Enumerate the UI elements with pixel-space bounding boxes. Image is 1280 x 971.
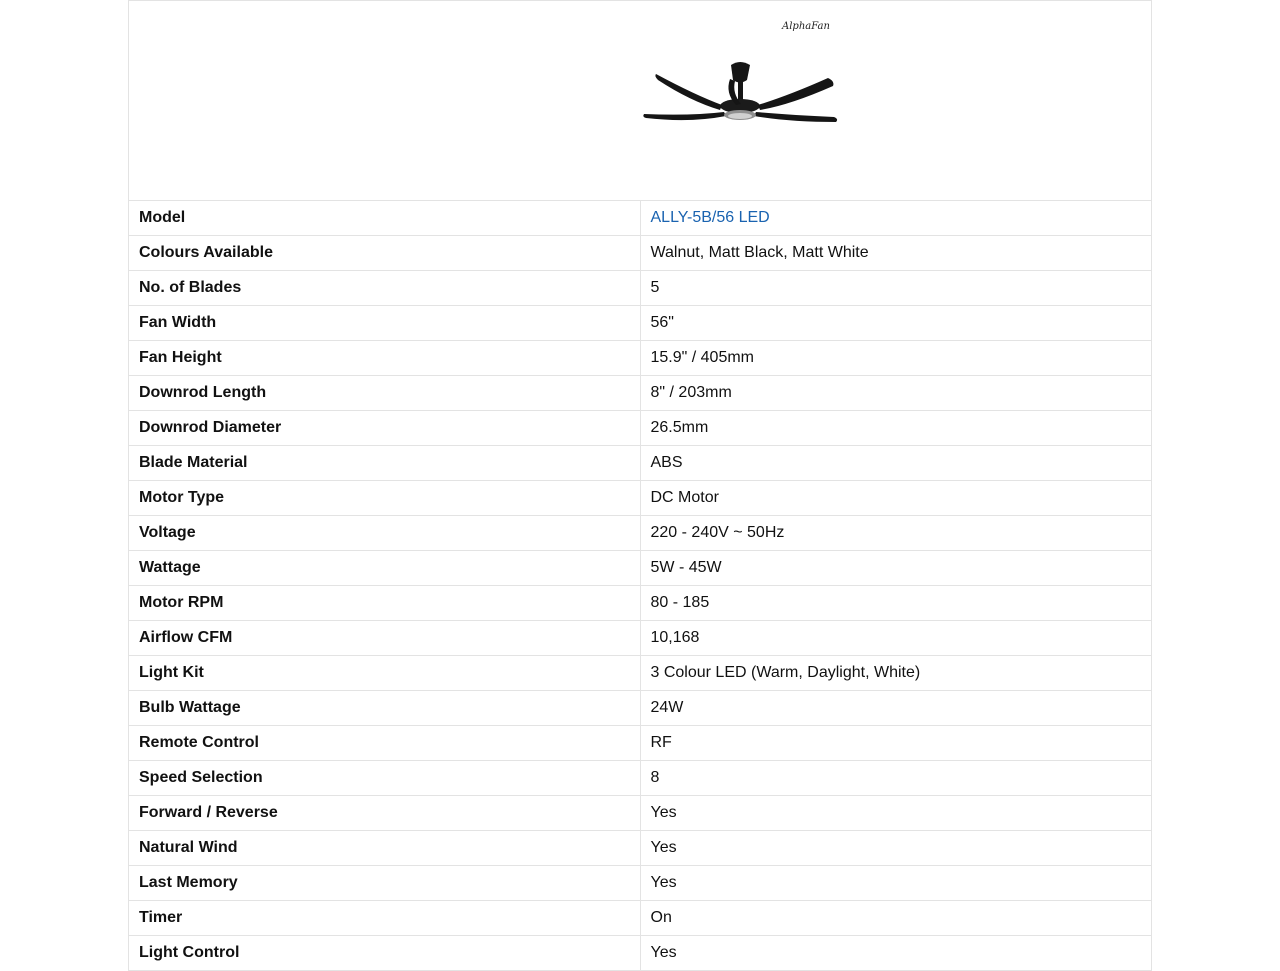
spec-row [129,481,1152,516]
spec-label: Light Kit [129,656,641,691]
spec-label: Fan Height [129,341,641,376]
spec-row [129,901,1152,936]
spec-value: RF [640,726,1152,761]
spec-label: Voltage [129,516,641,551]
spec-label: Colours Available [129,236,641,271]
spec-label: Airflow CFM [129,621,641,656]
spec-row [129,866,1152,901]
spec-row [129,411,1152,446]
spec-label: Downrod Length [129,376,641,411]
spec-value: DC Motor [640,481,1152,516]
spec-label: Forward / Reverse [129,796,641,831]
spec-label: Downrod Diameter [129,411,641,446]
spec-value: 220 - 240V ~ 50Hz [640,516,1152,551]
spec-value: 15.9" / 405mm [640,341,1152,376]
spec-row [129,236,1152,271]
spec-row [129,831,1152,866]
product-image-row [129,1,1152,201]
product-image-cell [129,1,1152,201]
spec-row [129,656,1152,691]
spec-value-cell [640,201,1152,236]
spec-label: Wattage [129,551,641,586]
spec-row [129,761,1152,796]
spec-row [129,271,1152,306]
spec-label: No. of Blades [129,271,641,306]
brand-logo: AlphaFan [782,21,830,32]
spec-label: Motor RPM [129,586,641,621]
spec-table [128,0,1152,971]
spec-value: Walnut, Matt Black, Matt White [640,236,1152,271]
spec-label: Light Control [129,936,641,971]
spec-value: On [640,901,1152,936]
spec-value: Yes [640,796,1152,831]
spec-value: Yes [640,936,1152,971]
spec-row [129,306,1152,341]
spec-value: ABS [640,446,1152,481]
spec-value: 5W - 45W [640,551,1152,586]
spec-label: Timer [129,901,641,936]
spec-row [129,691,1152,726]
spec-row [129,796,1152,831]
spec-label: Last Memory [129,866,641,901]
spec-value: 80 - 185 [640,586,1152,621]
spec-value: 24W [640,691,1152,726]
spec-label: Remote Control [129,726,641,761]
spec-row [129,341,1152,376]
spec-row [129,621,1152,656]
model-link[interactable]: ALLY-5B/56 LED [650,209,770,226]
spec-label: Blade Material [129,446,641,481]
spec-label: Bulb Wattage [129,691,641,726]
spec-value: 8 [640,761,1152,796]
spec-value: Yes [640,831,1152,866]
spec-value: 26.5mm [640,411,1152,446]
spec-label: Motor Type [129,481,641,516]
spec-label: Natural Wind [129,831,641,866]
spec-value: 5 [640,271,1152,306]
spec-value: 8" / 203mm [640,376,1152,411]
spec-row [129,551,1152,586]
spec-label: Fan Width [129,306,641,341]
spec-row [129,201,1152,236]
spec-row [129,376,1152,411]
spec-value: 56" [640,306,1152,341]
spec-body [129,201,1152,971]
spec-row [129,446,1152,481]
spec-value: 3 Colour LED (Warm, Daylight, White) [640,656,1152,691]
spec-row [129,936,1152,971]
spec-row [129,516,1152,551]
ceiling-fan-icon [640,15,840,140]
spec-row [129,586,1152,621]
spec-value: 10,168 [640,621,1152,656]
spec-label: Model [129,201,641,236]
spec-value: Yes [640,866,1152,901]
spec-label: Speed Selection [129,761,641,796]
spec-row [129,726,1152,761]
